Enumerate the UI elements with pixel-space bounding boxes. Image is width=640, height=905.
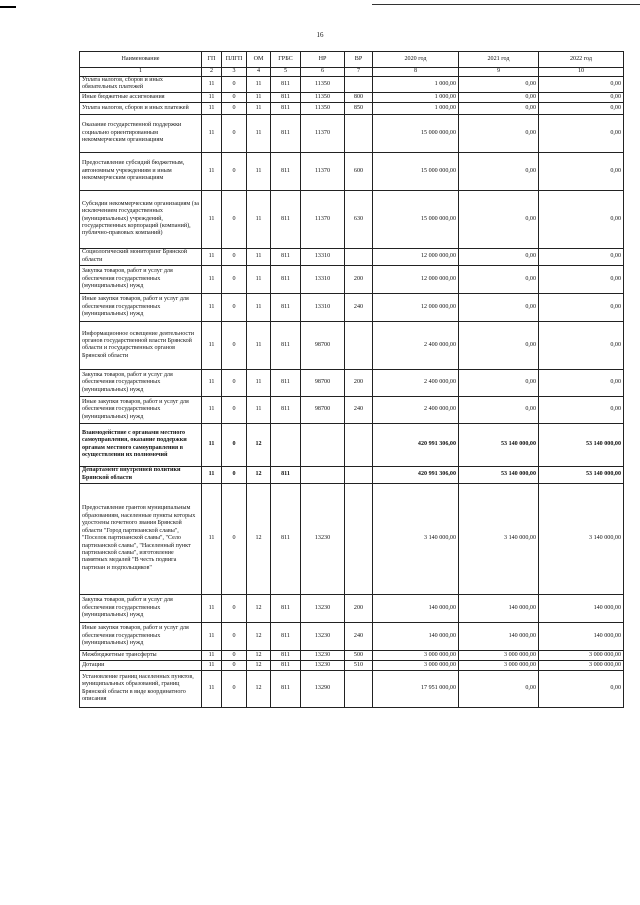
row-name-cell: Межбюджетные трансферты (80, 650, 202, 660)
cell-grbs: 811 (271, 466, 301, 483)
cell-y2021: 0,00 (459, 321, 539, 369)
cell-y2020: 12 000 000,00 (373, 265, 459, 293)
cell-y2021: 0,00 (459, 265, 539, 293)
cell-om: 11 (247, 152, 271, 190)
table-row (80, 190, 624, 248)
cell-grbs: 811 (271, 152, 301, 190)
cell-y2022: 0,00 (539, 396, 624, 423)
cell-vr: 200 (345, 594, 373, 622)
cell-y2020: 2 400 000,00 (373, 396, 459, 423)
cell-nr: 13230 (301, 483, 345, 594)
row-name-cell: Закупка товаров, работ и услуг для обеспечения государственных (муниципальных) нужд (80, 594, 202, 622)
cell-y2021: 0,00 (459, 670, 539, 707)
cell-plgp: 0 (222, 92, 247, 102)
cell-grbs: 811 (271, 102, 301, 114)
cell-y2021: 53 140 000,00 (459, 466, 539, 483)
cell-grbs: 811 (271, 660, 301, 670)
cell-grbs: 811 (271, 622, 301, 650)
table-row (80, 293, 624, 321)
cell-y2020: 12 000 000,00 (373, 248, 459, 265)
cell-y2022: 0,00 (539, 321, 624, 369)
cell-y2021: 0,00 (459, 114, 539, 152)
cell-y2022: 140 000,00 (539, 594, 624, 622)
column-number-6: 6 (301, 68, 345, 77)
cell-gp: 11 (202, 594, 222, 622)
cell-plgp: 0 (222, 466, 247, 483)
cell-grbs: 811 (271, 594, 301, 622)
row-name-cell: Иные закупки товаров, работ и услуг для обеспечения государственных (муниципальных) нужд (80, 396, 202, 423)
column-number-2: 2 (202, 68, 222, 77)
row-name-cell: Информационное освещение деятельности органов государственной власти Брянской области и государственных органов Брянской области (80, 321, 202, 369)
cell-gp: 11 (202, 92, 222, 102)
column-number-7: 7 (345, 68, 373, 77)
cell-y2021: 3 140 000,00 (459, 483, 539, 594)
cell-plgp: 0 (222, 102, 247, 114)
cell-vr (345, 321, 373, 369)
cell-nr: 13230 (301, 594, 345, 622)
cell-y2022: 53 140 000,00 (539, 423, 624, 466)
cell-vr (345, 248, 373, 265)
cell-nr: 11350 (301, 92, 345, 102)
cell-plgp: 0 (222, 396, 247, 423)
cell-plgp: 0 (222, 265, 247, 293)
cell-grbs: 811 (271, 321, 301, 369)
table-row (80, 102, 624, 114)
cell-grbs (271, 423, 301, 466)
cell-nr: 11350 (301, 102, 345, 114)
cell-y2021: 0,00 (459, 102, 539, 114)
cell-y2022: 0,00 (539, 293, 624, 321)
page-number: 16 (316, 31, 324, 39)
row-name-cell: Социологический мониторинг Брянской области (80, 248, 202, 265)
row-name-cell: Иные бюджетные ассигнования (80, 92, 202, 102)
table-row (80, 248, 624, 265)
table-row (80, 369, 624, 396)
cell-om: 11 (247, 396, 271, 423)
table-row (80, 152, 624, 190)
cell-vr (345, 466, 373, 483)
cell-y2020: 420 991 306,00 (373, 466, 459, 483)
cell-vr (345, 483, 373, 594)
column-number-8: 8 (373, 68, 459, 77)
cell-plgp: 0 (222, 622, 247, 650)
cell-gp: 11 (202, 248, 222, 265)
row-name-cell: Закупка товаров, работ и услуг для обеспечения государственных (муниципальных) нужд (80, 265, 202, 293)
cell-gp: 11 (202, 423, 222, 466)
column-header-y2020: 2020 год (373, 52, 459, 68)
cell-nr: 13310 (301, 248, 345, 265)
cell-plgp: 0 (222, 369, 247, 396)
cell-y2020: 12 000 000,00 (373, 293, 459, 321)
column-number-5: 5 (271, 68, 301, 77)
budget-table (79, 51, 624, 708)
cell-gp: 11 (202, 483, 222, 594)
cell-nr: 11370 (301, 152, 345, 190)
cell-vr: 600 (345, 152, 373, 190)
column-header-vr: ВР (345, 52, 373, 68)
table-row (80, 650, 624, 660)
cell-vr: 200 (345, 265, 373, 293)
cell-om: 11 (247, 77, 271, 93)
cell-y2022: 0,00 (539, 114, 624, 152)
cell-plgp: 0 (222, 483, 247, 594)
cell-om: 11 (247, 265, 271, 293)
cell-om: 12 (247, 622, 271, 650)
cell-y2022: 0,00 (539, 369, 624, 396)
row-name-cell: Предоставление грантов муниципальным образованиям, населенные пункты которых удостоены почетного звания Брянской области "Город партизанской славы", "Поселок партизанской славы", "Село партизанской славы", "Населенный пункт партизанской славы", изготовление памятных медалей "В честь подвига партизан и подпольщиков" (80, 483, 202, 594)
cell-y2022: 0,00 (539, 190, 624, 248)
cell-plgp: 0 (222, 190, 247, 248)
cell-y2021: 140 000,00 (459, 594, 539, 622)
cell-plgp: 0 (222, 321, 247, 369)
cell-vr: 800 (345, 92, 373, 102)
cell-om: 11 (247, 248, 271, 265)
row-name-cell: Оказание государственной поддержки социально ориентированным некоммерческим организациям (80, 114, 202, 152)
cell-gp: 11 (202, 114, 222, 152)
cell-plgp: 0 (222, 152, 247, 190)
table-row (80, 670, 624, 707)
cell-y2021: 53 140 000,00 (459, 423, 539, 466)
cell-nr: 11350 (301, 77, 345, 93)
cell-vr: 240 (345, 622, 373, 650)
cell-y2020: 3 000 000,00 (373, 660, 459, 670)
column-number-row (80, 68, 624, 77)
cell-grbs: 811 (271, 369, 301, 396)
column-header-y2021: 2021 год (459, 52, 539, 68)
header-rule (372, 4, 640, 5)
table-row (80, 594, 624, 622)
cell-y2020: 140 000,00 (373, 594, 459, 622)
cell-y2022: 140 000,00 (539, 622, 624, 650)
cell-gp: 11 (202, 293, 222, 321)
table-row (80, 466, 624, 483)
cell-gp: 11 (202, 660, 222, 670)
column-number-10: 10 (539, 68, 624, 77)
cell-vr: 200 (345, 369, 373, 396)
cell-y2020: 3 140 000,00 (373, 483, 459, 594)
cell-y2020: 15 000 000,00 (373, 114, 459, 152)
cell-y2022: 0,00 (539, 670, 624, 707)
cell-vr (345, 670, 373, 707)
row-name-cell: Иные закупки товаров, работ и услуг для обеспечения государственных (муниципальных) нужд (80, 622, 202, 650)
cell-nr: 11370 (301, 114, 345, 152)
cell-gp: 11 (202, 152, 222, 190)
cell-y2022: 3 000 000,00 (539, 650, 624, 660)
cell-y2020: 2 400 000,00 (373, 321, 459, 369)
cell-nr: 11370 (301, 190, 345, 248)
cell-om: 12 (247, 660, 271, 670)
cell-nr (301, 466, 345, 483)
column-header-y2022: 2022 год (539, 52, 624, 68)
cell-y2022: 0,00 (539, 102, 624, 114)
cell-vr: 240 (345, 396, 373, 423)
column-header-plgp: ПЛГП (222, 52, 247, 68)
cell-nr: 13230 (301, 660, 345, 670)
cell-om: 12 (247, 594, 271, 622)
cell-vr: 630 (345, 190, 373, 248)
row-name-cell: Установление границ населенных пунктов, муниципальных образований, границ Брянской области в виде координатного описания (80, 670, 202, 707)
row-name-cell: Уплата налогов, сборов и иных обязательных платежей (80, 77, 202, 93)
table-row (80, 660, 624, 670)
cell-y2021: 0,00 (459, 190, 539, 248)
table-row (80, 114, 624, 152)
table-row (80, 321, 624, 369)
column-number-9: 9 (459, 68, 539, 77)
cell-y2020: 2 400 000,00 (373, 369, 459, 396)
cell-y2020: 1 000,00 (373, 77, 459, 93)
cell-vr: 850 (345, 102, 373, 114)
cell-y2022: 3 000 000,00 (539, 660, 624, 670)
cell-y2022: 0,00 (539, 248, 624, 265)
table-row (80, 77, 624, 93)
cell-plgp: 0 (222, 114, 247, 152)
cell-y2021: 0,00 (459, 77, 539, 93)
cell-y2020: 1 000,00 (373, 102, 459, 114)
cell-y2021: 0,00 (459, 248, 539, 265)
cell-gp: 11 (202, 321, 222, 369)
table-row (80, 92, 624, 102)
cell-y2020: 140 000,00 (373, 622, 459, 650)
row-name-cell: Предоставление субсидий бюджетным, автономным учреждениям и иным некоммерческим организациям (80, 152, 202, 190)
cell-plgp: 0 (222, 670, 247, 707)
cell-gp: 11 (202, 369, 222, 396)
cell-y2021: 3 000 000,00 (459, 650, 539, 660)
cell-y2021: 0,00 (459, 293, 539, 321)
cell-y2020: 15 000 000,00 (373, 152, 459, 190)
column-number-4: 4 (247, 68, 271, 77)
cell-gp: 11 (202, 77, 222, 93)
cell-om: 11 (247, 190, 271, 248)
cell-grbs: 811 (271, 190, 301, 248)
cell-grbs: 811 (271, 265, 301, 293)
cell-nr (301, 423, 345, 466)
cell-om: 12 (247, 483, 271, 594)
cell-plgp: 0 (222, 77, 247, 93)
column-number-1: 1 (80, 68, 202, 77)
header-row (80, 52, 624, 68)
cell-gp: 11 (202, 466, 222, 483)
column-header-grbs: ГРБС (271, 52, 301, 68)
cell-y2021: 0,00 (459, 369, 539, 396)
cell-vr: 510 (345, 660, 373, 670)
cell-grbs: 811 (271, 77, 301, 93)
cell-om: 11 (247, 369, 271, 396)
cell-plgp: 0 (222, 594, 247, 622)
table-row (80, 622, 624, 650)
cell-om: 11 (247, 293, 271, 321)
cell-grbs: 811 (271, 396, 301, 423)
cell-y2021: 3 000 000,00 (459, 660, 539, 670)
row-name-cell: Закупка товаров, работ и услуг для обеспечения государственных (муниципальных) нужд (80, 369, 202, 396)
cell-gp: 11 (202, 622, 222, 650)
cell-nr: 13310 (301, 293, 345, 321)
cell-om: 12 (247, 466, 271, 483)
edge-mark (0, 6, 16, 8)
cell-plgp: 0 (222, 650, 247, 660)
column-header-gp: ГП (202, 52, 222, 68)
cell-vr (345, 114, 373, 152)
cell-om: 11 (247, 92, 271, 102)
column-header-om: ОМ (247, 52, 271, 68)
cell-y2020: 420 991 306,00 (373, 423, 459, 466)
cell-nr: 13310 (301, 265, 345, 293)
cell-nr: 13230 (301, 622, 345, 650)
cell-om: 11 (247, 321, 271, 369)
cell-y2022: 0,00 (539, 265, 624, 293)
table-row (80, 423, 624, 466)
column-header-nr: НР (301, 52, 345, 68)
cell-y2022: 0,00 (539, 77, 624, 93)
cell-grbs: 811 (271, 293, 301, 321)
cell-nr: 98700 (301, 321, 345, 369)
cell-y2021: 0,00 (459, 92, 539, 102)
cell-vr (345, 423, 373, 466)
cell-y2022: 0,00 (539, 152, 624, 190)
cell-y2021: 140 000,00 (459, 622, 539, 650)
column-number-3: 3 (222, 68, 247, 77)
cell-grbs: 811 (271, 483, 301, 594)
cell-y2020: 1 000,00 (373, 92, 459, 102)
row-name-cell: Дотации (80, 660, 202, 670)
cell-grbs: 811 (271, 114, 301, 152)
cell-plgp: 0 (222, 248, 247, 265)
cell-nr: 13230 (301, 650, 345, 660)
cell-om: 12 (247, 423, 271, 466)
cell-om: 11 (247, 102, 271, 114)
cell-y2020: 15 000 000,00 (373, 190, 459, 248)
row-name-cell: Иные закупки товаров, работ и услуг для обеспечения государственных (муниципальных) нужд (80, 293, 202, 321)
cell-y2022: 53 140 000,00 (539, 466, 624, 483)
cell-y2021: 0,00 (459, 396, 539, 423)
cell-gp: 11 (202, 670, 222, 707)
cell-grbs: 811 (271, 670, 301, 707)
cell-y2020: 3 000 000,00 (373, 650, 459, 660)
cell-nr: 98700 (301, 396, 345, 423)
cell-grbs: 811 (271, 650, 301, 660)
cell-nr: 98700 (301, 369, 345, 396)
row-name-cell: Департамент внутренней политики Брянской области (80, 466, 202, 483)
cell-y2020: 17 951 000,00 (373, 670, 459, 707)
cell-vr: 240 (345, 293, 373, 321)
cell-grbs: 811 (271, 248, 301, 265)
cell-gp: 11 (202, 650, 222, 660)
cell-grbs: 811 (271, 92, 301, 102)
cell-plgp: 0 (222, 293, 247, 321)
cell-y2021: 0,00 (459, 152, 539, 190)
cell-vr: 500 (345, 650, 373, 660)
table-row (80, 483, 624, 594)
cell-gp: 11 (202, 265, 222, 293)
cell-gp: 11 (202, 396, 222, 423)
cell-gp: 11 (202, 190, 222, 248)
cell-vr (345, 77, 373, 93)
cell-gp: 11 (202, 102, 222, 114)
row-name-cell: Взаимодействие с органами местного самоуправления, оказание поддержки органам местного самоуправления в осуществлении их полномочий (80, 423, 202, 466)
row-name-cell: Уплата налогов, сборов и иных платежей (80, 102, 202, 114)
table-row (80, 265, 624, 293)
row-name-cell: Субсидии некоммерческим организациям (за исключением государственных (муниципальных) учреждений, государственных корпораций (компаний), публично-правовых компаний) (80, 190, 202, 248)
cell-plgp: 0 (222, 423, 247, 466)
column-header-name: Наименование (80, 52, 202, 68)
cell-y2022: 0,00 (539, 92, 624, 102)
cell-nr: 13290 (301, 670, 345, 707)
cell-om: 12 (247, 670, 271, 707)
cell-om: 11 (247, 114, 271, 152)
cell-plgp: 0 (222, 660, 247, 670)
cell-y2022: 3 140 000,00 (539, 483, 624, 594)
table-row (80, 396, 624, 423)
cell-om: 12 (247, 650, 271, 660)
